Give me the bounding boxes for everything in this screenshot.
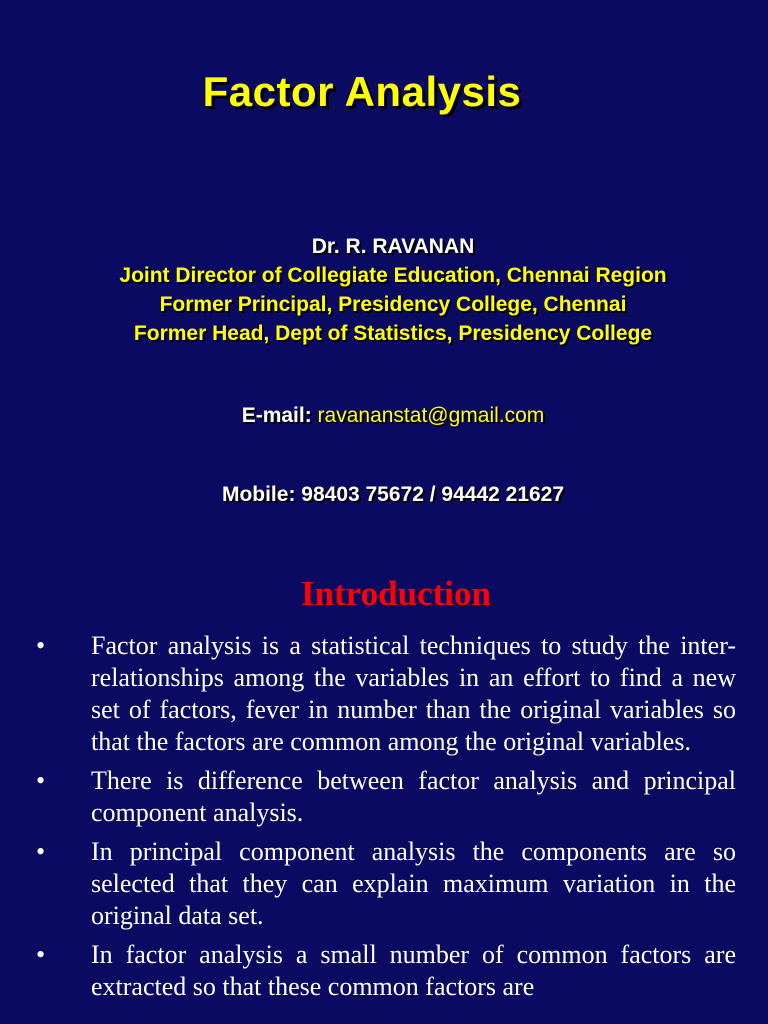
email-label: E-mail: <box>241 404 312 427</box>
bullet-list <box>36 630 736 1010</box>
bullet-item-2 <box>36 765 736 829</box>
section-heading: Introduction <box>301 574 491 613</box>
author-affiliation-1: Joint Director of Collegiate Education, Chennai Region <box>119 264 667 287</box>
bullet-text: In factor analysis a small number of common factors are extracted so that these common factors are <box>91 940 736 1001</box>
bullet-icon: • <box>36 766 46 795</box>
author-affiliation-3: Former Head, Dept of Statistics, Presidency College <box>133 322 653 345</box>
bullet-text: There is difference between factor analysis and principal component analysis. <box>91 766 736 827</box>
author-name: Dr. R. RAVANAN <box>311 235 475 258</box>
email-line <box>0 404 768 428</box>
author-block <box>0 232 768 348</box>
email-link[interactable]: ravananstat@gmail.com <box>317 404 545 427</box>
bullet-item-3 <box>36 836 736 932</box>
bullet-icon: • <box>36 837 46 866</box>
bullet-text: Factor analysis is a statistical techniques to study the inter-relationships among the variables in an effort to find a new set of factors, fever in number than the original variables so that the factors are common among the original variables. <box>91 631 736 756</box>
slide-title: Factor Analysis <box>202 68 522 115</box>
mobile-number: Mobile: 98403 75672 / 94442 21627 <box>221 483 565 506</box>
mobile-line <box>0 483 768 507</box>
author-affiliation-2: Former Principal, Presidency College, Chennai <box>159 293 627 316</box>
bullet-text: In principal component analysis the components are so selected that they can explain maximum variation in the original data set. <box>91 837 736 930</box>
bullet-item-4 <box>36 939 736 1003</box>
bullet-icon: • <box>36 940 46 969</box>
bullet-icon: • <box>36 631 46 660</box>
bullet-item-1 <box>36 630 736 758</box>
